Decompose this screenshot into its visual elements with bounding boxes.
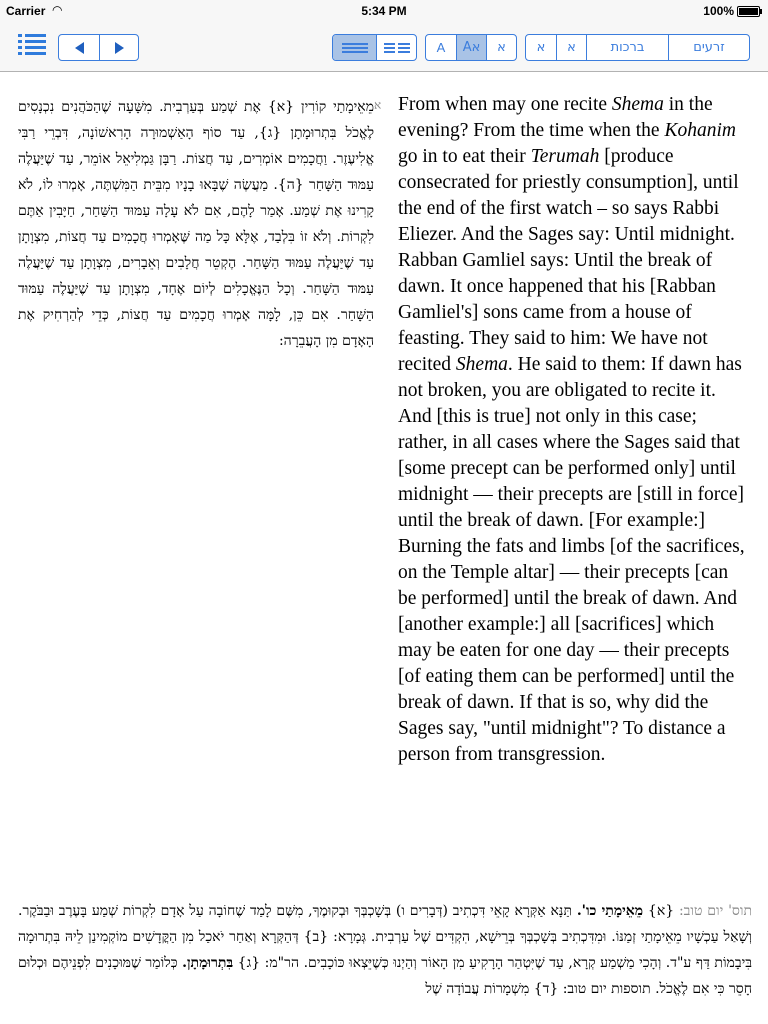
chapter-navigation-segment — [525, 34, 750, 61]
next-button[interactable] — [99, 35, 138, 60]
commentary-text: תוס' יום טוב: {א} מֵאֵימָתַי כו'. תַּנָּא אַקְּרָא קָאֵי דִּכְתִיב (דְּבָרִים ו) בְּשָׁכְבְּךָ וּבְקוּמֶךָ, מִשֶּׁם לָמַד שֶׁחוֹבָה עַל אָדָם לִקְרוֹת שְׁמַע בָּעֶרֶב וּבַבֹּקֶר. וְשָׁאַל עַכְשָׁיו מֵאֵימָתַי זְמַנּוֹ. וּמִדִּכְתִיב בְּשָׁכְבְּךָ בְּרֵישָׁא, הִקְדִּים שֶׁל עַרְבִית. גְּמָרָא: {ב} דְּהַקְּרָא וְאַחַר יֹאכַל מִן הַקֳּדָשִׁים מוֹקְמִינַן לֵיהּ בִּתְרוּמָה בִּיבָמוֹת דַּף ע"ד. וְהָכִי מַשְׁמַע קְרָא, עַד שֶׁיִּטְהַר הָרָקִיעַ מִן הָאוֹר וְהַיְנוּ כְּשֶׁיֵּצְאוּ כּוֹכָבִים. הר"מ: {ג} בִּתְרוּמָתָן. כְּלוֹמַר שֶׁמּוּכָנִים לִפְנֵיהֶם וּכְלוּם חָסֵר כִּי אִם לֶאֱכֹל. תוספות יום טוב: {ד} מִשְׁמָרוֹת עֲבוֹדָה שֶׁל — [18, 903, 752, 997]
previous-button[interactable] — [59, 35, 99, 60]
arrow-right-icon — [115, 42, 124, 54]
order-button[interactable]: זרעים — [668, 35, 749, 60]
language-segment — [425, 34, 517, 61]
commentary-lemma: בִּתְרוּמָתָן. — [182, 955, 234, 971]
wifi-icon: ◠ — [52, 3, 63, 17]
commentary-lemma: מֵאֵימָתַי כו'. — [576, 903, 644, 919]
layout-side-by-side-button[interactable] — [376, 35, 416, 60]
english-button[interactable]: A — [436, 40, 446, 55]
text-lines-icon — [342, 42, 368, 54]
clock: 5:34 PM — [361, 4, 407, 18]
layout-stacked-button[interactable] — [333, 35, 376, 60]
navigation-segment — [58, 34, 139, 61]
carrier-label: Carrier — [6, 4, 46, 18]
layout-segment — [332, 34, 417, 61]
english-mishnah-text: From when may one recite Shema in the evening? From the time when the Kohanim go in to eat their Terumah [produce consecrated for priestly consumption], until the end of the first watch – so says Rabbi Eliezer. And the Sages say: Until midnight. Rabban Gamliel says: Until the break of dawn. It once happened that his [Rabban Gamliel's] sons came from a house of feasting. They said to him: We have not recited Shema. He said to them: If dawn has not broken, you are obligated to recite it. And [this is true] not only in this case; rather, in all cases where the Sages said that [some precept can be performed only] until midnight — their precepts are [still in force] until the break of dawn. [For example:] Burning the fats and limbs [of the sacrifices, on the Temple altar] — their precepts [can be performed] until the break of dawn. And [another example:] all [sacrifices] which may be eaten for one day — their precepts [of eating them can be performed] until the break of dawn. If that is so, why did the Sages say, "until midnight"? To distance a person from transgression. — [398, 94, 745, 765]
hebrew-button[interactable]: א — [486, 35, 516, 60]
chapter-button-1[interactable]: א — [536, 40, 546, 55]
list-icon[interactable] — [18, 34, 46, 56]
battery-icon — [737, 6, 760, 17]
toolbar — [0, 22, 768, 72]
hebrew-mishnah-text: מֵאֵימָתַי קוֹרִין {א} אֶת שְׁמַע בְּעַרְבִית. מִשָּׁעָה שֶׁהַכֹּהֲנִים נִכְנָסִים לֶאֱכֹל בִּתְרוּמָתָן {ג}, עַד סוֹף הָאַשְׁמוּרָה הָרִאשׁוֹנָה, דִּבְרֵי רַבִּי אֱלִיעֶזֶר. וַחֲכָמִים אוֹמְרִים, עַד חֲצוֹת. רַבָּן גַּמְלִיאֵל אוֹמֵר, עַד שֶׁיַּעֲלֶה עַמּוּד הַשָּׁחַר {ה}. מַעֲשֶׂה שֶׁבָּאוּ בָנָיו מִבֵּית הַמִּשְׁתֶּה, אָמְרוּ לוֹ, לֹא קָרִינוּ אֶת שְׁמַע. אָמַר לָהֶם, אִם לֹא עָלָה עַמּוּד הַשַּׁחַר, חַיָּבִין אַתֶּם לִקְרוֹת. וְלֹא זוֹ בִּלְבַד, אֶלָּא כָּל מַה שֶּׁאָמְרוּ חֲכָמִים עַד חֲצוֹת, מִצְוָתָן עַד שֶׁיַּעֲלֶה עַמּוּד הַשָּׁחַר. הֶקְטֵר חֲלָבִים וְאֵבָרִים, מִצְוָתָן עַד שֶׁיַּעֲלֶה עַמּוּד הַשָּׁחַר. וְכָל הַנֶּאֱכָלִים לְיוֹם אֶחָד, מִצְוָתָן עַד שֶׁיַּעֲלֶה עַמּוּד הַשָּׁחַר. אִם כֵּן, לָמָּה אָמְרוּ חֲכָמִים עַד חֲצוֹת, כְּדֵי לְהַרְחִיק אֶת הָאָדָם מִן הָעֲבֵרָה: — [18, 99, 374, 349]
columns-icon — [384, 42, 410, 54]
commentary-label: תוס' יום טוב: — [678, 903, 752, 919]
chapter-button-2[interactable]: א — [556, 35, 586, 60]
verse-number: א — [374, 98, 382, 112]
status-bar — [0, 0, 768, 22]
battery-percent: 100% — [703, 4, 734, 18]
tractate-button[interactable]: ברכות — [586, 35, 668, 60]
bilingual-button[interactable]: Aא — [456, 35, 486, 60]
arrow-left-icon — [75, 42, 84, 54]
